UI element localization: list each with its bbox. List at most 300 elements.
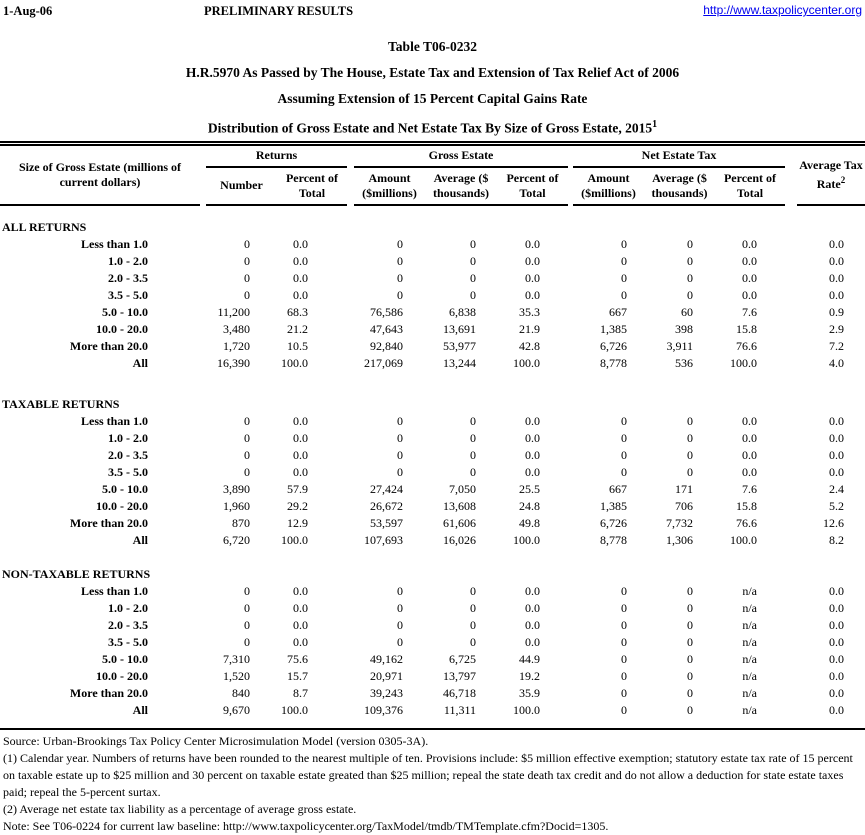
title-block bbox=[0, 34, 865, 138]
spacer-cell bbox=[785, 481, 797, 498]
data-cell: 0.0 bbox=[742, 413, 757, 428]
spacer-row bbox=[0, 549, 865, 566]
data-cell: 0.0 bbox=[525, 447, 540, 462]
row-label: Less than 1.0 bbox=[80, 413, 148, 428]
spacer-cell bbox=[347, 287, 354, 304]
data-cell: 42.8 bbox=[519, 338, 540, 353]
data-cell: 100.0 bbox=[730, 355, 757, 370]
table-row bbox=[0, 287, 865, 304]
data-cell: 19.2 bbox=[519, 668, 540, 683]
spacer-cell bbox=[347, 338, 354, 355]
data-cell: 0.0 bbox=[525, 583, 540, 598]
spacer-cell bbox=[347, 447, 354, 464]
spacer-cell bbox=[785, 270, 797, 287]
data-cell: 0 bbox=[244, 270, 250, 285]
table-row bbox=[0, 355, 865, 372]
data-cell: 16,026 bbox=[443, 532, 476, 547]
data-cell: 0.0 bbox=[293, 447, 308, 462]
data-cell: 870 bbox=[232, 515, 250, 530]
footnotes bbox=[0, 733, 865, 835]
data-cell: 0.0 bbox=[829, 413, 844, 428]
data-cell: 7,732 bbox=[666, 515, 693, 530]
spacer-cell bbox=[785, 447, 797, 464]
spacer-cell bbox=[347, 321, 354, 338]
data-cell: 0.0 bbox=[829, 236, 844, 251]
data-cell: 4.0 bbox=[829, 355, 844, 370]
data-cell: 7.2 bbox=[829, 338, 844, 353]
table-row bbox=[0, 236, 865, 253]
section-header-row bbox=[0, 566, 865, 583]
table-row bbox=[0, 413, 865, 430]
data-cell: 0 bbox=[397, 447, 403, 462]
data-cell: 0 bbox=[244, 236, 250, 251]
spacer bbox=[347, 144, 354, 167]
data-cell: 0 bbox=[687, 253, 693, 268]
data-cell: 35.3 bbox=[519, 304, 540, 319]
table-row bbox=[0, 430, 865, 447]
col-header-net-amount: Amount ($millions) bbox=[573, 167, 644, 205]
data-cell: 13,608 bbox=[443, 498, 476, 513]
data-cell: 0 bbox=[397, 464, 403, 479]
data-cell: n/a bbox=[742, 702, 757, 717]
data-cell: 44.9 bbox=[519, 651, 540, 666]
spacer-row bbox=[0, 205, 865, 219]
data-cell: 0.0 bbox=[829, 464, 844, 479]
data-cell: 76.6 bbox=[736, 515, 757, 530]
data-cell: 0 bbox=[470, 270, 476, 285]
data-cell: 16,390 bbox=[217, 355, 250, 370]
data-cell: 0 bbox=[687, 447, 693, 462]
data-cell: 0.0 bbox=[525, 617, 540, 632]
spacer-cell bbox=[785, 515, 797, 532]
section-header-row bbox=[0, 219, 865, 236]
data-cell: 0.0 bbox=[829, 447, 844, 462]
spacer-cell bbox=[785, 617, 797, 634]
assumption-title: Assuming Extension of 15 Percent Capital Gains Rate bbox=[277, 91, 588, 106]
table-row bbox=[0, 685, 865, 702]
table-header bbox=[0, 144, 865, 205]
data-cell: 107,693 bbox=[364, 532, 403, 547]
data-cell: 7.6 bbox=[742, 481, 757, 496]
data-cell: 0.0 bbox=[293, 464, 308, 479]
data-cell: 0 bbox=[621, 287, 627, 302]
data-cell: 0 bbox=[397, 287, 403, 302]
data-cell: 0.0 bbox=[742, 253, 757, 268]
table-row bbox=[0, 304, 865, 321]
data-cell: 8.7 bbox=[293, 685, 308, 700]
data-cell: 0 bbox=[621, 617, 627, 632]
data-cell: 398 bbox=[675, 321, 693, 336]
data-cell: 0.0 bbox=[829, 287, 844, 302]
spacer-row bbox=[0, 719, 865, 729]
spacer-cell bbox=[347, 515, 354, 532]
row-label: 10.0 - 20.0 bbox=[96, 321, 148, 336]
data-cell: 536 bbox=[675, 355, 693, 370]
row-label: 5.0 - 10.0 bbox=[102, 651, 148, 666]
data-cell: 25.5 bbox=[519, 481, 540, 496]
data-cell: 13,691 bbox=[443, 321, 476, 336]
data-cell: 26,672 bbox=[370, 498, 403, 513]
row-label: 2.0 - 3.5 bbox=[108, 270, 148, 285]
spacer-cell bbox=[347, 270, 354, 287]
data-cell: 667 bbox=[609, 481, 627, 496]
distribution-title: Distribution of Gross Estate and Net Estate Tax By Size of Gross Estate, 2015$^1$ bbox=[207, 119, 658, 136]
data-cell: 0 bbox=[621, 253, 627, 268]
data-cell: 0 bbox=[470, 464, 476, 479]
data-cell: 24.8 bbox=[519, 498, 540, 513]
data-cell: 0 bbox=[621, 583, 627, 598]
baseline-note: Note: See T06-0224 for current law baseline: http://www.taxpolicycenter.org/TaxModel/tmdb/TMTemplate.cfm?Docid=1305. bbox=[3, 818, 609, 833]
data-cell: 0 bbox=[397, 270, 403, 285]
data-cell: 0 bbox=[244, 447, 250, 462]
spacer-cell bbox=[347, 304, 354, 321]
data-cell: 0 bbox=[687, 600, 693, 615]
spacer bbox=[785, 144, 797, 167]
estate-tax-table bbox=[0, 141, 865, 730]
data-cell: 0 bbox=[621, 270, 627, 285]
data-cell: 0 bbox=[244, 287, 250, 302]
data-cell: 0 bbox=[621, 651, 627, 666]
data-cell: n/a bbox=[742, 583, 757, 598]
preliminary-results-label: PRELIMINARY RESULTS bbox=[204, 4, 354, 18]
spacer-cell bbox=[785, 532, 797, 549]
spacer-cell bbox=[347, 583, 354, 600]
data-cell: 0 bbox=[621, 702, 627, 717]
spacer-cell bbox=[347, 253, 354, 270]
data-cell: 0 bbox=[470, 287, 476, 302]
row-label: All bbox=[132, 355, 148, 370]
data-cell: 0.0 bbox=[742, 447, 757, 462]
data-cell: 7,050 bbox=[449, 481, 476, 496]
data-cell: 1,720 bbox=[223, 338, 250, 353]
spacer-cell bbox=[785, 236, 797, 253]
group-header-returns: Returns bbox=[206, 144, 347, 167]
data-cell: 57.9 bbox=[287, 481, 308, 496]
data-cell: 2.4 bbox=[829, 481, 844, 496]
row-label: All bbox=[132, 702, 148, 717]
spacer-cell bbox=[347, 702, 354, 719]
table-row bbox=[0, 270, 865, 287]
spacer-cell bbox=[785, 338, 797, 355]
footnote-2: (2) Average net estate tax liability as a percentage of average gross estate. bbox=[3, 801, 357, 816]
spacer-cell bbox=[347, 430, 354, 447]
row-label: 3.5 - 5.0 bbox=[108, 464, 148, 479]
data-cell: 217,069 bbox=[364, 355, 403, 370]
data-cell: 76.6 bbox=[736, 338, 757, 353]
data-cell: 0 bbox=[687, 617, 693, 632]
data-cell: 0 bbox=[687, 430, 693, 445]
data-cell: 46,718 bbox=[443, 685, 476, 700]
data-cell: 0 bbox=[397, 600, 403, 615]
row-label: 5.0 - 10.0 bbox=[102, 304, 148, 319]
spacer bbox=[0, 205, 865, 219]
data-cell: 0.0 bbox=[293, 617, 308, 632]
spacer bbox=[785, 167, 797, 205]
data-cell: 0 bbox=[470, 236, 476, 251]
data-cell: 0 bbox=[397, 617, 403, 632]
data-cell: 0 bbox=[687, 583, 693, 598]
data-cell: 0.0 bbox=[829, 668, 844, 683]
data-cell: 29.2 bbox=[287, 498, 308, 513]
col-header-gross-amount: Amount ($millions) bbox=[354, 167, 425, 205]
section-label: NON-TAXABLE RETURNS bbox=[2, 566, 151, 581]
section-label: ALL RETURNS bbox=[2, 219, 87, 234]
data-cell: 76,586 bbox=[370, 304, 403, 319]
data-cell: 0.0 bbox=[742, 430, 757, 445]
table-row bbox=[0, 702, 865, 719]
row-label: Less than 1.0 bbox=[80, 583, 148, 598]
data-cell: 6,726 bbox=[600, 338, 627, 353]
table-row bbox=[0, 634, 865, 651]
data-cell: 0.0 bbox=[829, 270, 844, 285]
data-cell: 0.0 bbox=[829, 600, 844, 615]
row-label: Less than 1.0 bbox=[80, 236, 148, 251]
data-cell: 0 bbox=[244, 464, 250, 479]
data-cell: 0.0 bbox=[525, 600, 540, 615]
data-cell: 0.0 bbox=[525, 236, 540, 251]
stub-header: Size of Gross Estate (millions of current dollars) bbox=[0, 144, 200, 205]
row-label: More than 20.0 bbox=[69, 515, 148, 530]
data-cell: 0 bbox=[621, 447, 627, 462]
table-body bbox=[0, 205, 865, 729]
data-cell: 0 bbox=[687, 634, 693, 649]
col-header-returns-number: Number bbox=[206, 167, 277, 205]
spacer-cell bbox=[347, 355, 354, 372]
col-header-gross-percent: Percent of Total bbox=[497, 167, 568, 205]
spacer-cell bbox=[785, 355, 797, 372]
data-cell: 2.9 bbox=[829, 321, 844, 336]
data-cell: 0.0 bbox=[293, 270, 308, 285]
data-cell: 75.6 bbox=[287, 651, 308, 666]
data-cell: 11,311 bbox=[443, 702, 476, 717]
spacer-cell bbox=[347, 600, 354, 617]
spacer bbox=[0, 719, 865, 729]
data-cell: 3,480 bbox=[223, 321, 250, 336]
data-cell: 0 bbox=[687, 413, 693, 428]
data-cell: 0 bbox=[687, 685, 693, 700]
data-cell: 0.0 bbox=[293, 600, 308, 615]
data-cell: 0.0 bbox=[742, 270, 757, 285]
data-cell: 0 bbox=[621, 600, 627, 615]
data-cell: 840 bbox=[232, 685, 250, 700]
data-cell: 0.0 bbox=[829, 583, 844, 598]
data-cell: 0 bbox=[397, 430, 403, 445]
data-cell: 3,911 bbox=[666, 338, 693, 353]
data-cell: 100.0 bbox=[281, 355, 308, 370]
data-cell: 35.9 bbox=[519, 685, 540, 700]
data-cell: 0.0 bbox=[293, 430, 308, 445]
data-cell: 0.0 bbox=[525, 253, 540, 268]
data-cell: 92,840 bbox=[370, 338, 403, 353]
avg-tax-rate-header: Average Tax Rate$^2$ bbox=[797, 144, 865, 205]
data-cell: 0 bbox=[470, 600, 476, 615]
spacer-cell bbox=[785, 651, 797, 668]
data-cell: 15.8 bbox=[736, 321, 757, 336]
data-cell: 0.0 bbox=[829, 651, 844, 666]
data-cell: 0 bbox=[244, 430, 250, 445]
taxpolicycenter-link[interactable]: http://www.taxpolicycenter.org bbox=[703, 3, 862, 17]
row-label: 2.0 - 3.5 bbox=[108, 447, 148, 462]
data-cell: 100.0 bbox=[730, 532, 757, 547]
row-label: 3.5 - 5.0 bbox=[108, 634, 148, 649]
spacer-cell bbox=[347, 532, 354, 549]
data-cell: 0 bbox=[687, 668, 693, 683]
data-cell: 100.0 bbox=[513, 355, 540, 370]
data-cell: 3,890 bbox=[223, 481, 250, 496]
data-cell: 171 bbox=[675, 481, 693, 496]
data-cell: 0 bbox=[621, 464, 627, 479]
data-cell: 39,243 bbox=[370, 685, 403, 700]
data-cell: 15.7 bbox=[287, 668, 308, 683]
table-row bbox=[0, 651, 865, 668]
table-row bbox=[0, 321, 865, 338]
data-cell: 0.0 bbox=[293, 583, 308, 598]
data-cell: 109,376 bbox=[364, 702, 403, 717]
data-cell: 1,520 bbox=[223, 668, 250, 683]
data-cell: 1,385 bbox=[600, 321, 627, 336]
data-cell: 5.2 bbox=[829, 498, 844, 513]
spacer-cell bbox=[347, 413, 354, 430]
data-cell: 1,960 bbox=[223, 498, 250, 513]
data-cell: 0.0 bbox=[829, 634, 844, 649]
data-cell: 61,606 bbox=[443, 515, 476, 530]
data-cell: 0 bbox=[687, 651, 693, 666]
data-cell: 1,306 bbox=[666, 532, 693, 547]
data-cell: 0.0 bbox=[293, 413, 308, 428]
data-cell: 0 bbox=[687, 270, 693, 285]
data-cell: 53,597 bbox=[370, 515, 403, 530]
table-row bbox=[0, 583, 865, 600]
data-cell: 0.0 bbox=[293, 634, 308, 649]
table-number-title: Table T06-0232 bbox=[388, 39, 477, 54]
data-cell: 47,643 bbox=[370, 321, 403, 336]
group-header-gross-estate: Gross Estate bbox=[354, 144, 568, 167]
spacer-cell bbox=[785, 304, 797, 321]
spacer-cell bbox=[347, 498, 354, 515]
data-cell: 0.9 bbox=[829, 304, 844, 319]
data-cell: 0 bbox=[397, 236, 403, 251]
data-cell: 706 bbox=[675, 498, 693, 513]
spacer-cell bbox=[785, 287, 797, 304]
data-cell: 667 bbox=[609, 304, 627, 319]
row-label: 10.0 - 20.0 bbox=[96, 668, 148, 683]
data-cell: 0.0 bbox=[829, 430, 844, 445]
row-label: More than 20.0 bbox=[69, 685, 148, 700]
spacer-cell bbox=[785, 685, 797, 702]
spacer bbox=[0, 372, 865, 396]
spacer-row bbox=[0, 372, 865, 396]
spacer-cell bbox=[347, 668, 354, 685]
data-cell: 0.0 bbox=[742, 287, 757, 302]
data-cell: 0 bbox=[470, 617, 476, 632]
data-cell: 0.0 bbox=[829, 685, 844, 700]
source-note: Source: Urban-Brookings Tax Policy Center Microsimulation Model (version 0305-3A). bbox=[3, 733, 429, 748]
bill-title: H.R.5970 As Passed by The House, Estate Tax and Extension of Tax Relief Act of 2006 bbox=[185, 65, 680, 80]
data-cell: 21.2 bbox=[287, 321, 308, 336]
data-cell: 6,720 bbox=[223, 532, 250, 547]
data-cell: 0 bbox=[244, 600, 250, 615]
row-label: 1.0 - 2.0 bbox=[108, 430, 148, 445]
table-row bbox=[0, 498, 865, 515]
data-cell: 0.0 bbox=[525, 464, 540, 479]
data-cell: 0 bbox=[470, 583, 476, 598]
spacer-cell bbox=[785, 413, 797, 430]
data-cell: 53,977 bbox=[443, 338, 476, 353]
spacer bbox=[347, 167, 354, 205]
data-cell: 0 bbox=[687, 702, 693, 717]
spacer-cell bbox=[347, 651, 354, 668]
section-header-row bbox=[0, 396, 865, 413]
data-cell: 0.0 bbox=[742, 236, 757, 251]
table-row bbox=[0, 617, 865, 634]
data-cell: 100.0 bbox=[513, 702, 540, 717]
data-cell: 0.0 bbox=[742, 464, 757, 479]
spacer-cell bbox=[347, 685, 354, 702]
spacer-cell bbox=[785, 498, 797, 515]
table-row bbox=[0, 668, 865, 685]
data-cell: 8.2 bbox=[829, 532, 844, 547]
data-cell: 0 bbox=[470, 430, 476, 445]
data-cell: 100.0 bbox=[513, 532, 540, 547]
data-cell: 21.9 bbox=[519, 321, 540, 336]
group-header-net-estate-tax: Net Estate Tax bbox=[573, 144, 785, 167]
data-cell: 8,778 bbox=[600, 532, 627, 547]
col-header-gross-average: Average ($ thousands) bbox=[425, 167, 497, 205]
data-cell: n/a bbox=[742, 651, 757, 666]
col-header-net-average: Average ($ thousands) bbox=[644, 167, 715, 205]
data-cell: 0 bbox=[470, 413, 476, 428]
data-cell: 0 bbox=[244, 634, 250, 649]
spacer-cell bbox=[347, 634, 354, 651]
spacer-cell bbox=[347, 617, 354, 634]
spacer-cell bbox=[347, 481, 354, 498]
data-cell: 0 bbox=[621, 430, 627, 445]
data-cell: n/a bbox=[742, 668, 757, 683]
data-cell: 0 bbox=[397, 253, 403, 268]
table-row bbox=[0, 464, 865, 481]
data-cell: 15.8 bbox=[736, 498, 757, 513]
footnote-marker-1: 1 bbox=[652, 119, 658, 130]
data-cell: 6,725 bbox=[449, 651, 476, 666]
table-row bbox=[0, 447, 865, 464]
data-cell: 6,726 bbox=[600, 515, 627, 530]
spacer-cell bbox=[347, 464, 354, 481]
footnote-marker-2: 2 bbox=[840, 174, 846, 185]
data-cell: 0 bbox=[621, 236, 627, 251]
data-cell: 27,424 bbox=[370, 481, 403, 496]
data-cell: 49,162 bbox=[370, 651, 403, 666]
data-cell: 0 bbox=[397, 583, 403, 598]
data-cell: 0.0 bbox=[829, 253, 844, 268]
data-cell: 0 bbox=[244, 583, 250, 598]
row-label: 10.0 - 20.0 bbox=[96, 498, 148, 513]
table-row bbox=[0, 253, 865, 270]
data-cell: 0 bbox=[621, 668, 627, 683]
data-cell: 7,310 bbox=[223, 651, 250, 666]
data-cell: 0 bbox=[470, 447, 476, 462]
table-row bbox=[0, 532, 865, 549]
row-label: 3.5 - 5.0 bbox=[108, 287, 148, 302]
data-cell: 60 bbox=[681, 304, 693, 319]
data-cell: 0.0 bbox=[293, 253, 308, 268]
table-row bbox=[0, 481, 865, 498]
data-cell: 0 bbox=[687, 464, 693, 479]
row-label: 1.0 - 2.0 bbox=[108, 253, 148, 268]
data-cell: 100.0 bbox=[281, 702, 308, 717]
spacer bbox=[0, 549, 865, 566]
row-label: All bbox=[132, 532, 148, 547]
data-cell: 68.3 bbox=[287, 304, 308, 319]
